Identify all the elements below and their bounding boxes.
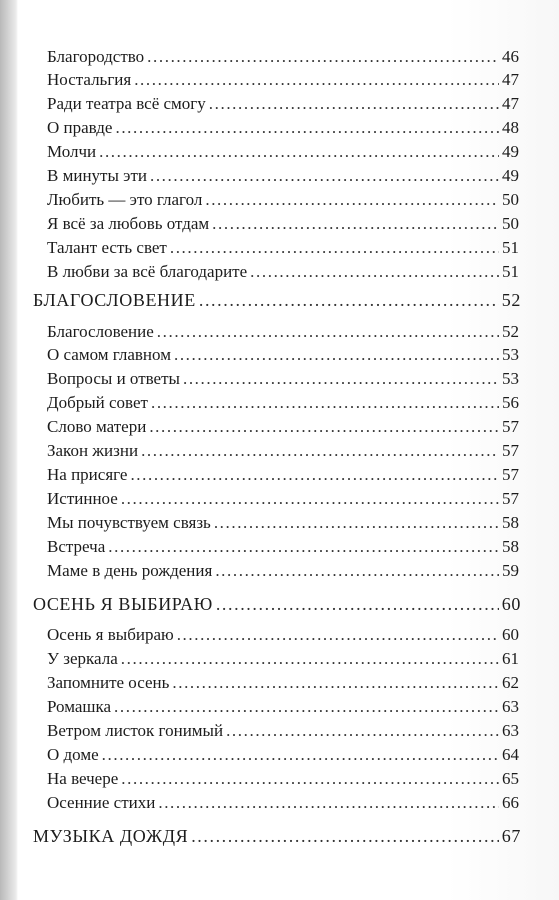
toc-entry-row	[47, 562, 519, 579]
entry-title: Истинное	[47, 489, 118, 508]
toc-entry-row	[47, 418, 519, 435]
entry-title: Осень я выбираю	[47, 625, 174, 644]
section-title: МУЗЫКА ДОЖДЯ	[33, 826, 189, 846]
toc-entry-row	[47, 143, 519, 160]
toc-entry-row	[47, 48, 519, 65]
page-number: 49	[502, 142, 519, 161]
toc-entry-row	[47, 650, 519, 667]
page-number: 52	[502, 322, 519, 341]
dot-leader	[199, 291, 499, 309]
dot-leader	[141, 442, 499, 459]
dot-leader	[158, 794, 499, 811]
entry-title: Ради театра всё смогу	[47, 94, 206, 113]
toc-entry-row	[47, 746, 519, 763]
toc-entry-row	[47, 394, 519, 411]
dot-leader	[191, 827, 499, 845]
page-number: 48	[502, 118, 519, 137]
page-number: 47	[502, 70, 519, 89]
entry-title: Мы почувствуем связь	[47, 513, 211, 532]
page-number: 49	[502, 166, 519, 185]
dot-leader	[205, 191, 499, 208]
page-number: 60	[501, 594, 521, 614]
dot-leader	[250, 263, 499, 280]
dot-leader	[134, 71, 499, 88]
entry-title: О доме	[47, 745, 99, 764]
dot-leader	[226, 722, 499, 739]
dot-leader	[121, 490, 499, 507]
page-number: 63	[502, 721, 519, 740]
toc-entry-row	[47, 490, 519, 507]
dot-leader	[216, 595, 499, 613]
page-number: 56	[502, 393, 519, 412]
entry-title: Маме в день рождения	[47, 561, 213, 580]
toc-entry-row	[47, 167, 519, 184]
dot-leader	[114, 698, 499, 715]
page-number: 63	[502, 697, 519, 716]
page-number: 57	[502, 489, 519, 508]
entry-title: Вопросы и ответы	[47, 369, 180, 388]
toc-entry-row	[47, 722, 519, 739]
toc-entry-row	[47, 119, 519, 136]
dot-leader	[215, 562, 499, 579]
page-number: 59	[502, 561, 519, 580]
page-number: 61	[502, 649, 519, 668]
entry-title: У зеркала	[47, 649, 118, 668]
entry-title: О самом главном	[47, 345, 171, 364]
toc-entry-row	[47, 466, 519, 483]
page-number: 66	[502, 793, 519, 812]
toc-entry-row	[47, 95, 519, 112]
entry-title: Ветром листок гонимый	[47, 721, 224, 740]
page-number: 57	[502, 441, 519, 460]
entry-title: Слово матери	[47, 417, 147, 436]
entry-title: Благородство	[47, 47, 145, 66]
dot-leader	[99, 143, 499, 160]
dot-leader	[108, 538, 499, 555]
toc-entry-row	[47, 71, 519, 88]
entry-title: Ромашка	[47, 697, 112, 716]
entry-title: Благословение	[47, 322, 154, 341]
page-number: 51	[502, 238, 519, 257]
page-number: 53	[502, 369, 519, 388]
toc-section-row	[33, 827, 521, 845]
page-number: 46	[502, 47, 519, 66]
toc-entry-row	[47, 794, 519, 811]
page-number: 64	[502, 745, 519, 764]
toc-entry-row	[47, 538, 519, 555]
dot-leader	[121, 650, 499, 667]
section-title: ОСЕНЬ Я ВЫБИРАЮ	[33, 594, 213, 614]
entry-title: Осенние стихи	[47, 793, 156, 812]
entry-title: В любви за всё благодарите	[47, 262, 248, 281]
dot-leader	[170, 239, 499, 256]
toc-entry-row	[47, 674, 519, 691]
entry-title: Талант есть свет	[47, 238, 167, 257]
page-number: 52	[501, 290, 521, 310]
dot-leader	[212, 215, 499, 232]
page-number: 57	[502, 465, 519, 484]
entry-title: Молчи	[47, 142, 97, 161]
entry-title: На вечере	[47, 769, 119, 788]
toc-entry-row	[47, 263, 519, 280]
page-number: 51	[502, 262, 519, 281]
page-number: 67	[501, 826, 521, 846]
entry-title: О правде	[47, 118, 113, 137]
dot-leader	[151, 394, 499, 411]
page-number: 47	[502, 94, 519, 113]
page-number: 58	[502, 513, 519, 532]
page-gutter-shadow	[0, 0, 18, 900]
dot-leader	[149, 418, 499, 435]
page-number: 53	[502, 345, 519, 364]
toc-entry-row	[47, 698, 519, 715]
toc-entry-row	[47, 626, 519, 643]
toc-entry-row	[47, 370, 519, 387]
dot-leader	[102, 746, 499, 763]
dot-leader	[115, 119, 499, 136]
toc-entry-row	[47, 191, 519, 208]
dot-leader	[214, 514, 499, 531]
dot-leader	[183, 370, 499, 387]
dot-leader	[130, 466, 499, 483]
page-number: 58	[502, 537, 519, 556]
toc-entry-row	[47, 215, 519, 232]
page-number: 50	[502, 190, 519, 209]
entry-title: Добрый совет	[47, 393, 148, 412]
dot-leader	[209, 95, 499, 112]
toc-entry-row	[47, 239, 519, 256]
dot-leader	[174, 346, 499, 363]
entry-title: Ностальгия	[47, 70, 132, 89]
dot-leader	[147, 48, 499, 65]
entry-title: Я всё за любовь отдам	[47, 214, 210, 233]
dot-leader	[121, 770, 499, 787]
toc-entry-row	[47, 514, 519, 531]
entry-title: Встреча	[47, 537, 106, 556]
toc-entry-row	[47, 442, 519, 459]
toc-entry-row	[47, 346, 519, 363]
toc-section-row	[33, 595, 521, 613]
page-number: 60	[502, 625, 519, 644]
section-title: БЛАГОСЛОВЕНИЕ	[33, 290, 196, 310]
toc-section-row	[33, 291, 521, 309]
dot-leader	[157, 323, 499, 340]
toc-entry-row	[47, 770, 519, 787]
dot-leader	[150, 167, 499, 184]
page-number: 65	[502, 769, 519, 788]
page-number: 62	[502, 673, 519, 692]
page-number: 50	[502, 214, 519, 233]
entry-title: На присяге	[47, 465, 128, 484]
page-number: 57	[502, 417, 519, 436]
entry-title: Любить — это глагол	[47, 190, 203, 209]
entry-title: Запомните осень	[47, 673, 170, 692]
dot-leader	[177, 626, 499, 643]
toc-entry-row	[47, 323, 519, 340]
dot-leader	[172, 674, 499, 691]
entry-title: Закон жизни	[47, 441, 139, 460]
entry-title: В минуты эти	[47, 166, 147, 185]
